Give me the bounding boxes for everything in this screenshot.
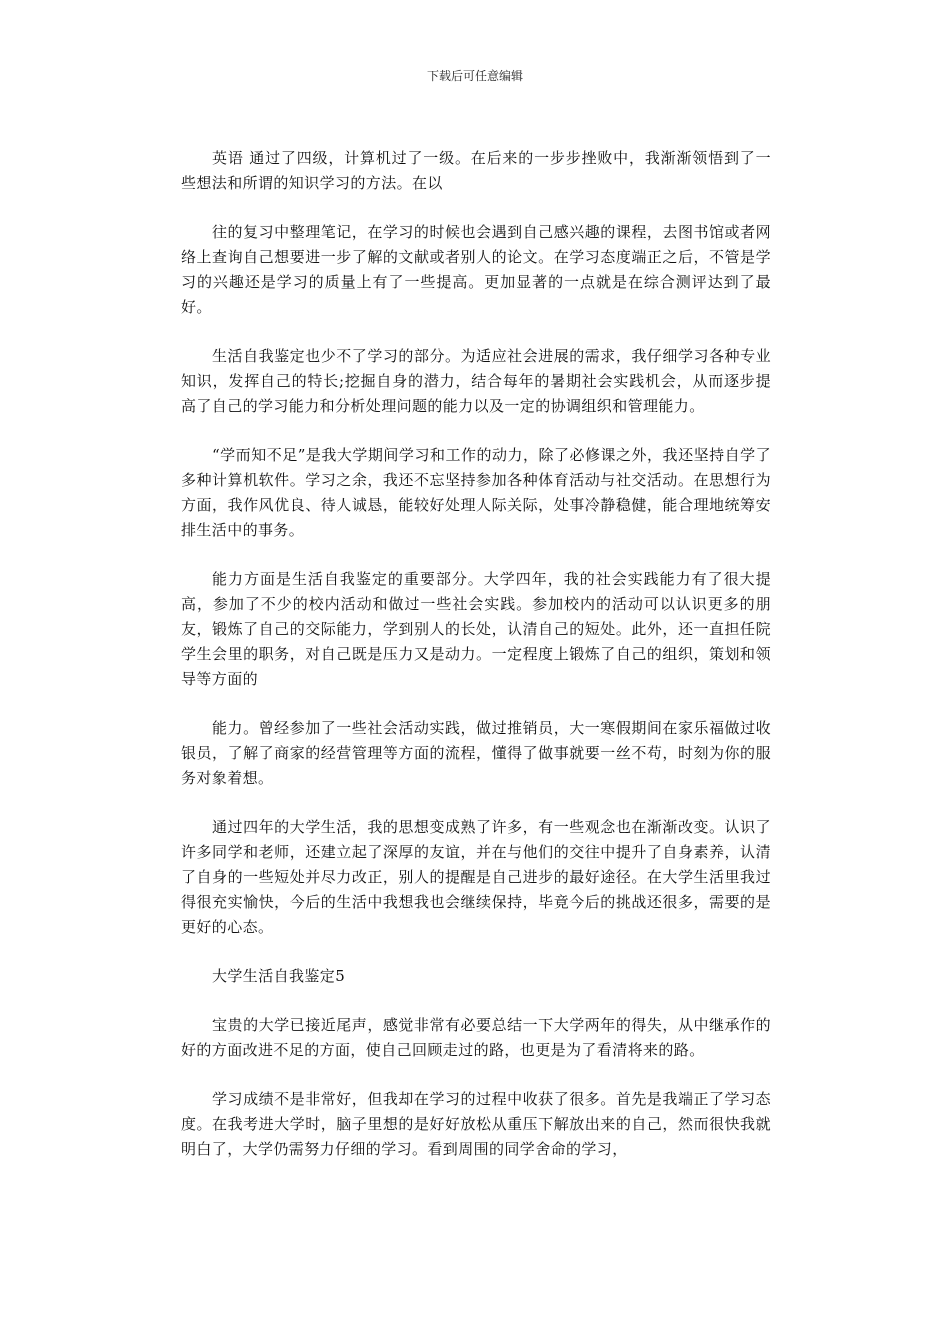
- paragraph-7: 通过四年的大学生活，我的思想变成熟了许多，有一些观念也在渐渐改变。认识了许多同学和老师，还建立起了深厚的友谊，并在与他们的交往中提升了自身素养，认清了自身的一些短处并尽力改正，别人的提醒是自己进步的最好途径。在大学生活里我过得很充实愉快，今后的生活中我想我也会继续保持，毕竟今后的挑战还很多，需要的是更好的心态。: [181, 818, 771, 936]
- paragraph-8: 宝贵的大学已接近尾声，感觉非常有必要总结一下大学两年的得失，从中继承作的好的方面改进不足的方面，使自己回顾走过的路，也更是为了看清将来的路。: [181, 1016, 771, 1059]
- paragraph-4: “学而知不足”是我大学期间学习和工作的动力，除了必修课之外，我还坚持自学了多种计算机软件。学习之余，我还不忘坚持参加各种体育活动与社交活动。在思想行为方面，我作风优良、待人诚恳，能较好处理人际关际，处事冷静稳健，能合理地统筹安排生活中的事务。: [181, 446, 771, 539]
- page-header: 下载后可任意编辑: [426, 69, 523, 83]
- paragraph-2: 往的复习中整理笔记，在学习的时候也会遇到自己感兴趣的课程，去图书馆或者网络上查询自己想要进一步了解的文献或者别人的论文。在学习态度端正之后，不管是学习的兴趣还是学习的质量上有了一些提高。更加显著的一点就是在综合测评达到了最好。: [181, 223, 771, 316]
- paragraph-6: 能力。曾经参加了一些社会活动实践，做过推销员，大一寒假期间在家乐福做过收银员，了解了商家的经营管理等方面的流程，懂得了做事就要一丝不苟，时刻为你的服务对象着想。: [181, 719, 771, 787]
- paragraph-1: 英语 通过了四级，计算机过了一级。在后来的一步步挫败中，我渐渐领悟到了一些想法和所谓的知识学习的方法。在以: [181, 149, 771, 192]
- section-heading: 大学生活自我鉴定5: [212, 967, 346, 985]
- paragraph-3: 生活自我鉴定也少不了学习的部分。为适应社会进展的需求，我仔细学习各种专业知识，发挥自己的特长;挖掘自身的潜力，结合每年的暑期社会实践机会，从而逐步提高了自己的学习能力和分析处理问题的能力以及一定的协调组织和管理能力。: [181, 347, 771, 415]
- paragraph-5: 能力方面是生活自我鉴定的重要部分。大学四年，我的社会实践能力有了很大提高，参加了不少的校内活动和做过一些社会实践。参加校内的活动可以认识更多的朋友，锻炼了自己的交际能力，学到别人的长处，认清自己的短处。此外，还一直担任院学生会里的职务，对自己既是压力又是动力。一定程度上锻炼了自己的组织，策划和领导等方面的: [181, 570, 771, 688]
- document-body: [181, 146, 771, 1186]
- paragraph-9: 学习成绩不是非常好，但我却在学习的过程中收获了很多。首先是我端正了学习态度。在我考进大学时，脑子里想的是好好放松从重压下解放出来的自己，然而很快我就明白了，大学仍需努力仔细的学习。看到周围的同学舍命的学习，: [181, 1090, 771, 1158]
